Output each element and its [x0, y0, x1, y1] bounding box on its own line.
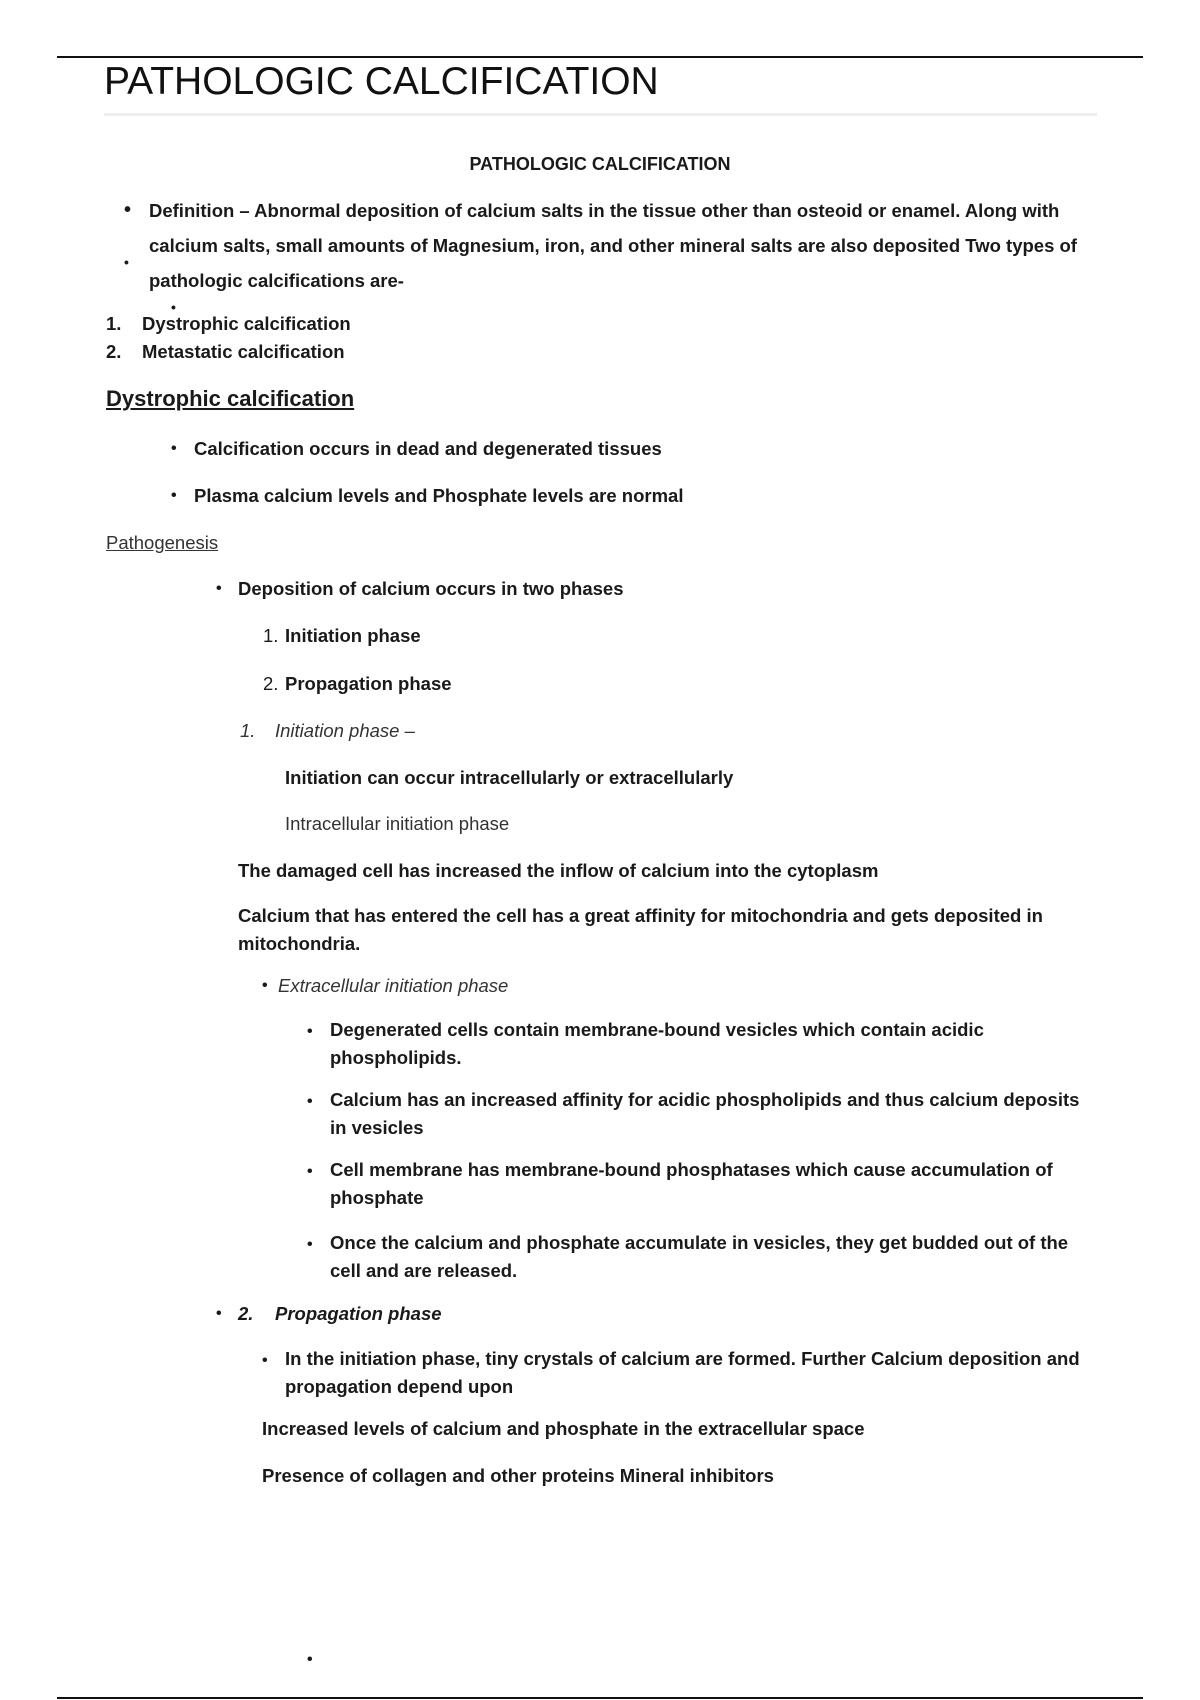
list-item: Deposition of calcium occurs in two phases	[238, 578, 624, 599]
list-item: Cell membrane has membrane-bound phosphatases which cause accumulation of phosphate	[330, 1159, 1053, 1208]
bullet-icon: •	[307, 1236, 313, 1253]
bullet-icon: •	[307, 1163, 313, 1180]
bullet-icon: •	[124, 254, 129, 270]
list-number: 2.	[263, 673, 279, 694]
body-text: Increased levels of calcium and phosphate in the extracellular space	[262, 1418, 865, 1439]
title-underline	[104, 113, 1097, 116]
list-item: Metastatic calcification	[142, 341, 345, 362]
pathogenesis-heading: Pathogenesis	[106, 532, 219, 553]
document-title: PATHOLOGIC CALCIFICATION	[104, 60, 659, 103]
list-number: 2.	[106, 341, 122, 362]
intracellular-heading: Intracellular initiation phase	[285, 813, 510, 834]
propagation-heading: Propagation phase	[275, 1303, 442, 1324]
list-item: Plasma calcium levels and Phosphate levels are normal	[194, 485, 684, 506]
definition-text: Definition – Abnormal deposition of calcium salts in the tissue other than osteoid or enamel. Along with calcium salts, small amounts of Magnesium, iron, and other mineral salts are also deposited Two types of pathologic calcifications are-	[149, 200, 1077, 291]
bullet-icon: •	[307, 1093, 313, 1110]
bottom-rule	[57, 1697, 1143, 1699]
list-number: 1.	[263, 625, 279, 646]
list-item: In the initiation phase, tiny crystals of calcium are formed. Further Calcium deposition and propagation depend upon	[285, 1348, 1080, 1397]
bullet-icon: •	[124, 199, 132, 221]
bullet-icon: •	[216, 580, 222, 597]
subsection-heading: Dystrophic calcification	[106, 386, 355, 411]
list-item: Degenerated cells contain membrane-bound vesicles which contain acidic phospholipids.	[330, 1019, 984, 1068]
extracellular-heading: Extracellular initiation phase	[278, 975, 509, 996]
list-item: Calcium has an increased affinity for acidic phospholipids and thus calcium deposits in vesicles	[330, 1089, 1080, 1138]
list-item: Initiation phase	[285, 625, 421, 646]
bullet-icon: •	[171, 440, 177, 457]
top-rule	[57, 56, 1143, 58]
list-item: Dystrophic calcification	[142, 313, 351, 334]
list-item: Propagation phase	[285, 673, 452, 694]
body-text: The damaged cell has increased the inflow of calcium into the cytoplasm	[238, 860, 879, 881]
body-text: Initiation can occur intracellularly or extracellularly	[285, 767, 734, 788]
list-item: Once the calcium and phosphate accumulate in vesicles, they get budded out of the cell and are released.	[330, 1232, 1069, 1281]
section-heading: PATHOLOGIC CALCIFICATION	[469, 154, 731, 174]
list-number: 1.	[106, 313, 122, 334]
bullet-icon: •	[171, 299, 176, 315]
list-number: 2.	[238, 1303, 254, 1324]
bullet-icon: •	[307, 1023, 313, 1040]
bullet-icon: •	[262, 977, 268, 994]
initiation-heading: Initiation phase –	[275, 720, 415, 741]
bullet-icon: •	[262, 1352, 268, 1369]
bullet-icon: •	[307, 1651, 313, 1668]
bullet-icon: •	[171, 487, 177, 504]
list-item: Calcification occurs in dead and degenerated tissues	[194, 438, 662, 459]
body-text: Calcium that has entered the cell has a great affinity for mitochondria and gets deposited in mitochondria.	[238, 905, 1043, 954]
body-text: Presence of collagen and other proteins Mineral inhibitors	[262, 1465, 774, 1486]
list-number: 1.	[240, 720, 256, 741]
bullet-icon: •	[216, 1305, 222, 1322]
